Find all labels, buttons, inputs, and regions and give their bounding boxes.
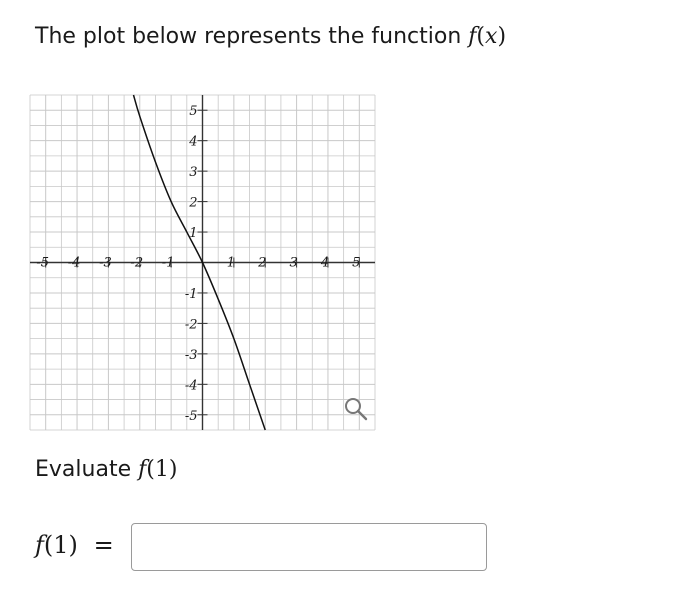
x-tick-label: 5 xyxy=(352,255,361,271)
evaluate-function-arg: 1 xyxy=(154,457,169,482)
evaluate-text: Evaluate xyxy=(35,457,139,482)
x-tick-label: -1 xyxy=(161,255,175,271)
answer-equals: = xyxy=(93,531,114,559)
magnifier-icon xyxy=(342,395,370,423)
x-tick-label: 1 xyxy=(226,255,236,271)
y-tick-label: 1 xyxy=(189,226,198,242)
y-tick-label: 2 xyxy=(189,195,198,211)
x-tick-label: -4 xyxy=(67,255,81,271)
y-tick-label: 5 xyxy=(189,104,198,120)
zoom-button[interactable] xyxy=(342,395,370,423)
y-tick-label: -5 xyxy=(184,408,198,424)
prompt-function-symbol: f xyxy=(468,24,477,49)
prompt-function: f(x) xyxy=(468,24,507,49)
answer-input[interactable] xyxy=(131,523,487,571)
y-tick-label: 3 xyxy=(189,165,198,181)
prompt-text: The plot below represents the function xyxy=(35,24,469,49)
x-tick-label: -2 xyxy=(130,255,144,271)
tick-labels xyxy=(36,104,360,424)
x-tick-label: 4 xyxy=(320,255,330,271)
y-tick-label: -2 xyxy=(184,317,198,333)
x-tick-label: -5 xyxy=(36,255,50,271)
prompt-function-arg: x xyxy=(485,24,498,49)
y-tick-label: -3 xyxy=(184,347,198,363)
y-tick-label: -1 xyxy=(184,286,198,302)
evaluate-function: f(1) xyxy=(138,457,178,482)
answer-label xyxy=(35,531,114,559)
answer-function-symbol: f xyxy=(35,531,44,559)
x-tick-label: -3 xyxy=(99,255,112,271)
evaluate-function-symbol: f xyxy=(138,457,147,482)
answer-function: f(1) xyxy=(35,531,78,559)
y-tick-label: 4 xyxy=(189,134,198,150)
answer-function-arg: 1 xyxy=(53,531,69,559)
x-tick-label: 3 xyxy=(289,255,298,271)
y-tick-label: -4 xyxy=(184,378,198,394)
evaluate-prompt xyxy=(35,457,177,482)
x-tick-label: 2 xyxy=(258,255,267,271)
